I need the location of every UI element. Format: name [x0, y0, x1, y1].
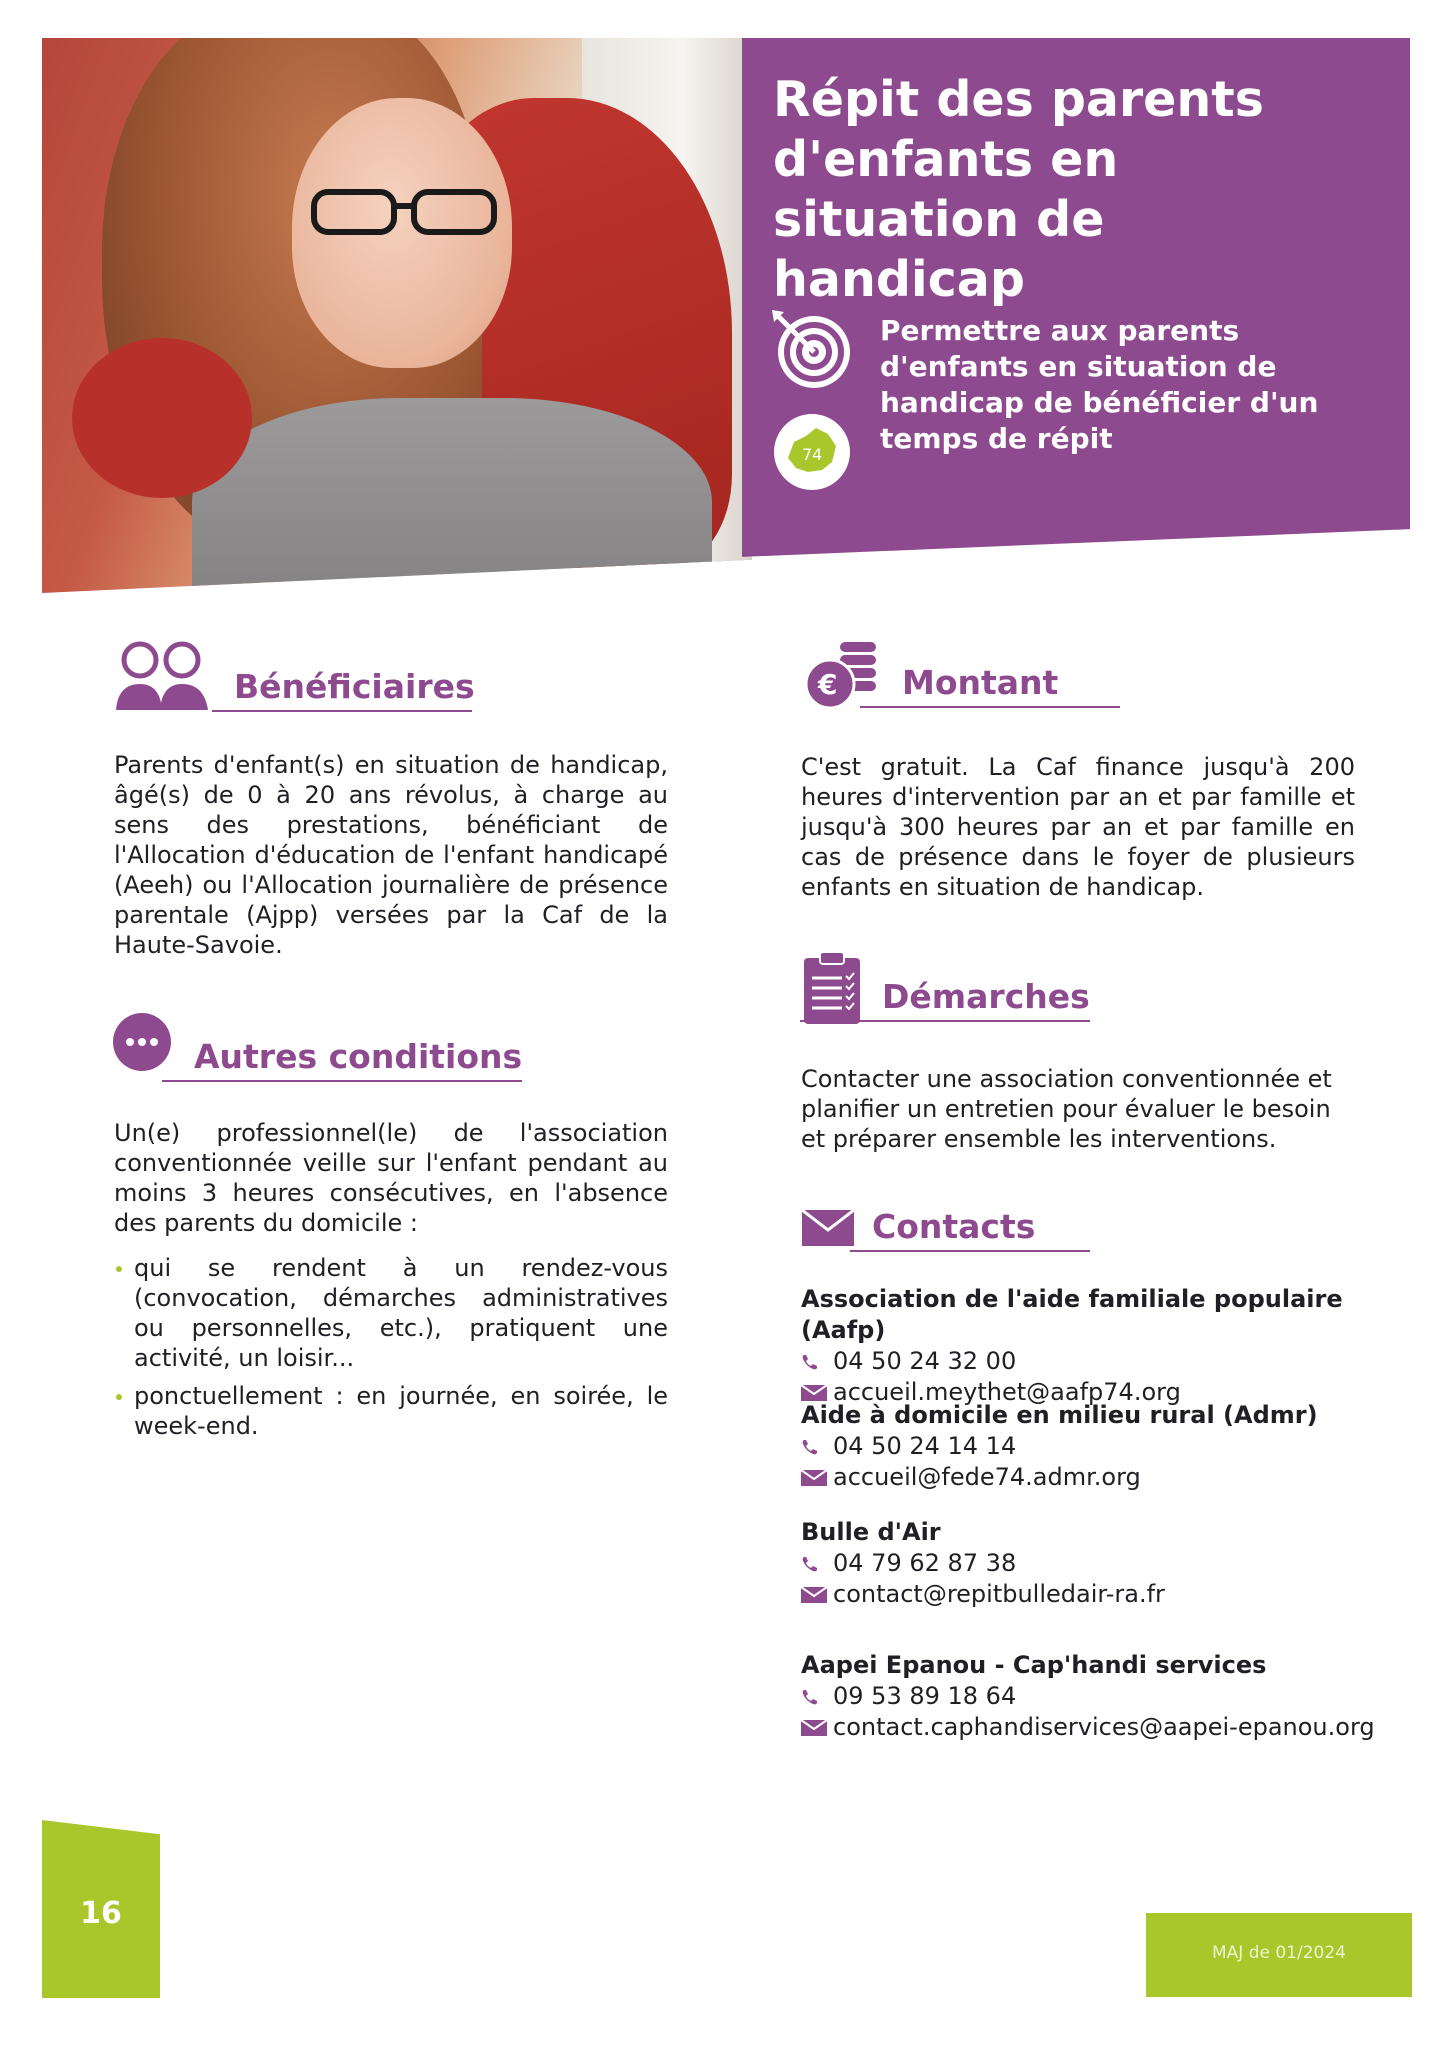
phone-icon: [801, 1688, 819, 1706]
section-beneficiaires: [112, 640, 475, 712]
email-icon: [801, 1719, 827, 1737]
contact-entry: [801, 1400, 1401, 1493]
phone-icon: [801, 1438, 819, 1456]
phone-number: 04 79 62 87 38: [833, 1549, 1017, 1577]
contact-org: Bulle d'Air: [801, 1518, 941, 1546]
heading-underline: [800, 1020, 1090, 1022]
contact-phone[interactable]: [801, 1346, 1401, 1377]
email-icon: [801, 1586, 827, 1604]
department-map-icon: [772, 412, 852, 492]
contact-entry: [801, 1517, 1401, 1610]
contact-phone[interactable]: [801, 1681, 1401, 1712]
contact-org: Association de l'aide familiale populaire (Aafp): [801, 1285, 1343, 1344]
demarches-heading: Démarches: [882, 977, 1090, 1016]
section-autres-conditions: [112, 1010, 522, 1082]
glasses-shape: [310, 188, 500, 236]
heading-underline: [860, 706, 1120, 708]
euro-coins-icon: [800, 636, 884, 708]
update-note: MAJ de 01/2024: [1212, 1943, 1346, 1963]
email-address: contact@repitbulledair-ra.fr: [833, 1580, 1165, 1608]
parent-hand: [72, 338, 252, 498]
ellipsis-icon: [112, 1010, 176, 1074]
phone-number: 04 50 24 14 14: [833, 1432, 1017, 1460]
contact-org: Aide à domicile en milieu rural (Admr): [801, 1401, 1318, 1429]
email-icon: [801, 1469, 827, 1487]
header-photo: [42, 38, 752, 593]
page-number: 16: [80, 1896, 122, 1931]
target-icon: [770, 308, 854, 392]
page-subtitle: Permettre aux parents d'enfants en situation de handicap de bénéficier d'un temps de répit: [880, 314, 1319, 455]
contact-phone[interactable]: [801, 1548, 1401, 1579]
email-address: contact.caphandiservices@aapei-epanou.org: [833, 1713, 1375, 1741]
heading-underline: [850, 1250, 1090, 1252]
heading-underline: [212, 710, 472, 712]
list-item: ponctuellement : en journée, en soirée, le week-end.: [114, 1381, 668, 1441]
contact-entry: [801, 1650, 1401, 1743]
conditions-list: [114, 1253, 668, 1449]
phone-icon: [801, 1353, 819, 1371]
section-demarches: [800, 950, 1200, 1022]
autres-conditions-heading: Autres conditions: [194, 1037, 523, 1076]
phone-icon: [801, 1555, 819, 1573]
svg-text:€: €: [818, 668, 838, 701]
contact-email[interactable]: [801, 1712, 1401, 1743]
phone-number: 09 53 89 18 64: [833, 1682, 1017, 1710]
montant-heading: Montant: [902, 663, 1059, 702]
child-sweater: [192, 398, 712, 593]
contact-org: Aapei Epanou - Cap'handi services: [801, 1651, 1267, 1679]
beneficiaires-heading: Bénéficiaires: [234, 667, 475, 706]
department-number: 74: [802, 445, 823, 464]
email-address: accueil.meythet@aafp74.org: [833, 1378, 1181, 1406]
heading-underline: [162, 1080, 522, 1082]
page-title: Répit des parents d'enfants en situation de handicap: [773, 71, 1264, 308]
contact-email[interactable]: [801, 1462, 1401, 1493]
montant-text: C'est gratuit. La Caf finance jusqu'à 200 heures d'intervention par an et par famille et jusqu'à 300 heures par an et par famille en cas de présence dans le foyer de plusieurs enfants en situation de handicap.: [801, 753, 1355, 901]
beneficiaires-text: Parents d'enfant(s) en situation de handicap, âgé(s) de 0 à 20 ans révolus, à charge au sens des prestations, bénéficiant de l'Allocation d'éducation de l'enfant handicapé (Aeeh) ou l'Allocation journalière de présence parentale (Ajpp) versées par la Caf de la Haute-Savoie.: [114, 751, 668, 959]
contact-email[interactable]: [801, 1579, 1401, 1610]
email-address: accueil@fede74.admr.org: [833, 1463, 1141, 1491]
contacts-heading: Contacts: [872, 1207, 1036, 1246]
autres-conditions-text: Un(e) professionnel(le) de l'association conventionnée veille sur l'enfant pendant au moins 3 heures consécutives, en l'absence des parents du domicile :: [114, 1119, 668, 1237]
section-contacts: [800, 1180, 1160, 1252]
people-icon: [112, 640, 212, 712]
list-item: qui se rendent à un rendez-vous (convocation, démarches administratives ou personnelles, etc.), pratiquent une activité, un loisir...: [114, 1253, 668, 1373]
contact-entry: [801, 1284, 1401, 1408]
envelope-icon: [800, 1180, 856, 1252]
section-montant: [800, 636, 1160, 708]
contact-phone[interactable]: [801, 1431, 1401, 1462]
demarches-text: Contacter une association conventionnée et planifier un entretien pour évaluer le besoin et préparer ensemble les interventions.: [801, 1065, 1332, 1153]
checklist-icon: [800, 950, 864, 1026]
phone-number: 04 50 24 32 00: [833, 1347, 1017, 1375]
